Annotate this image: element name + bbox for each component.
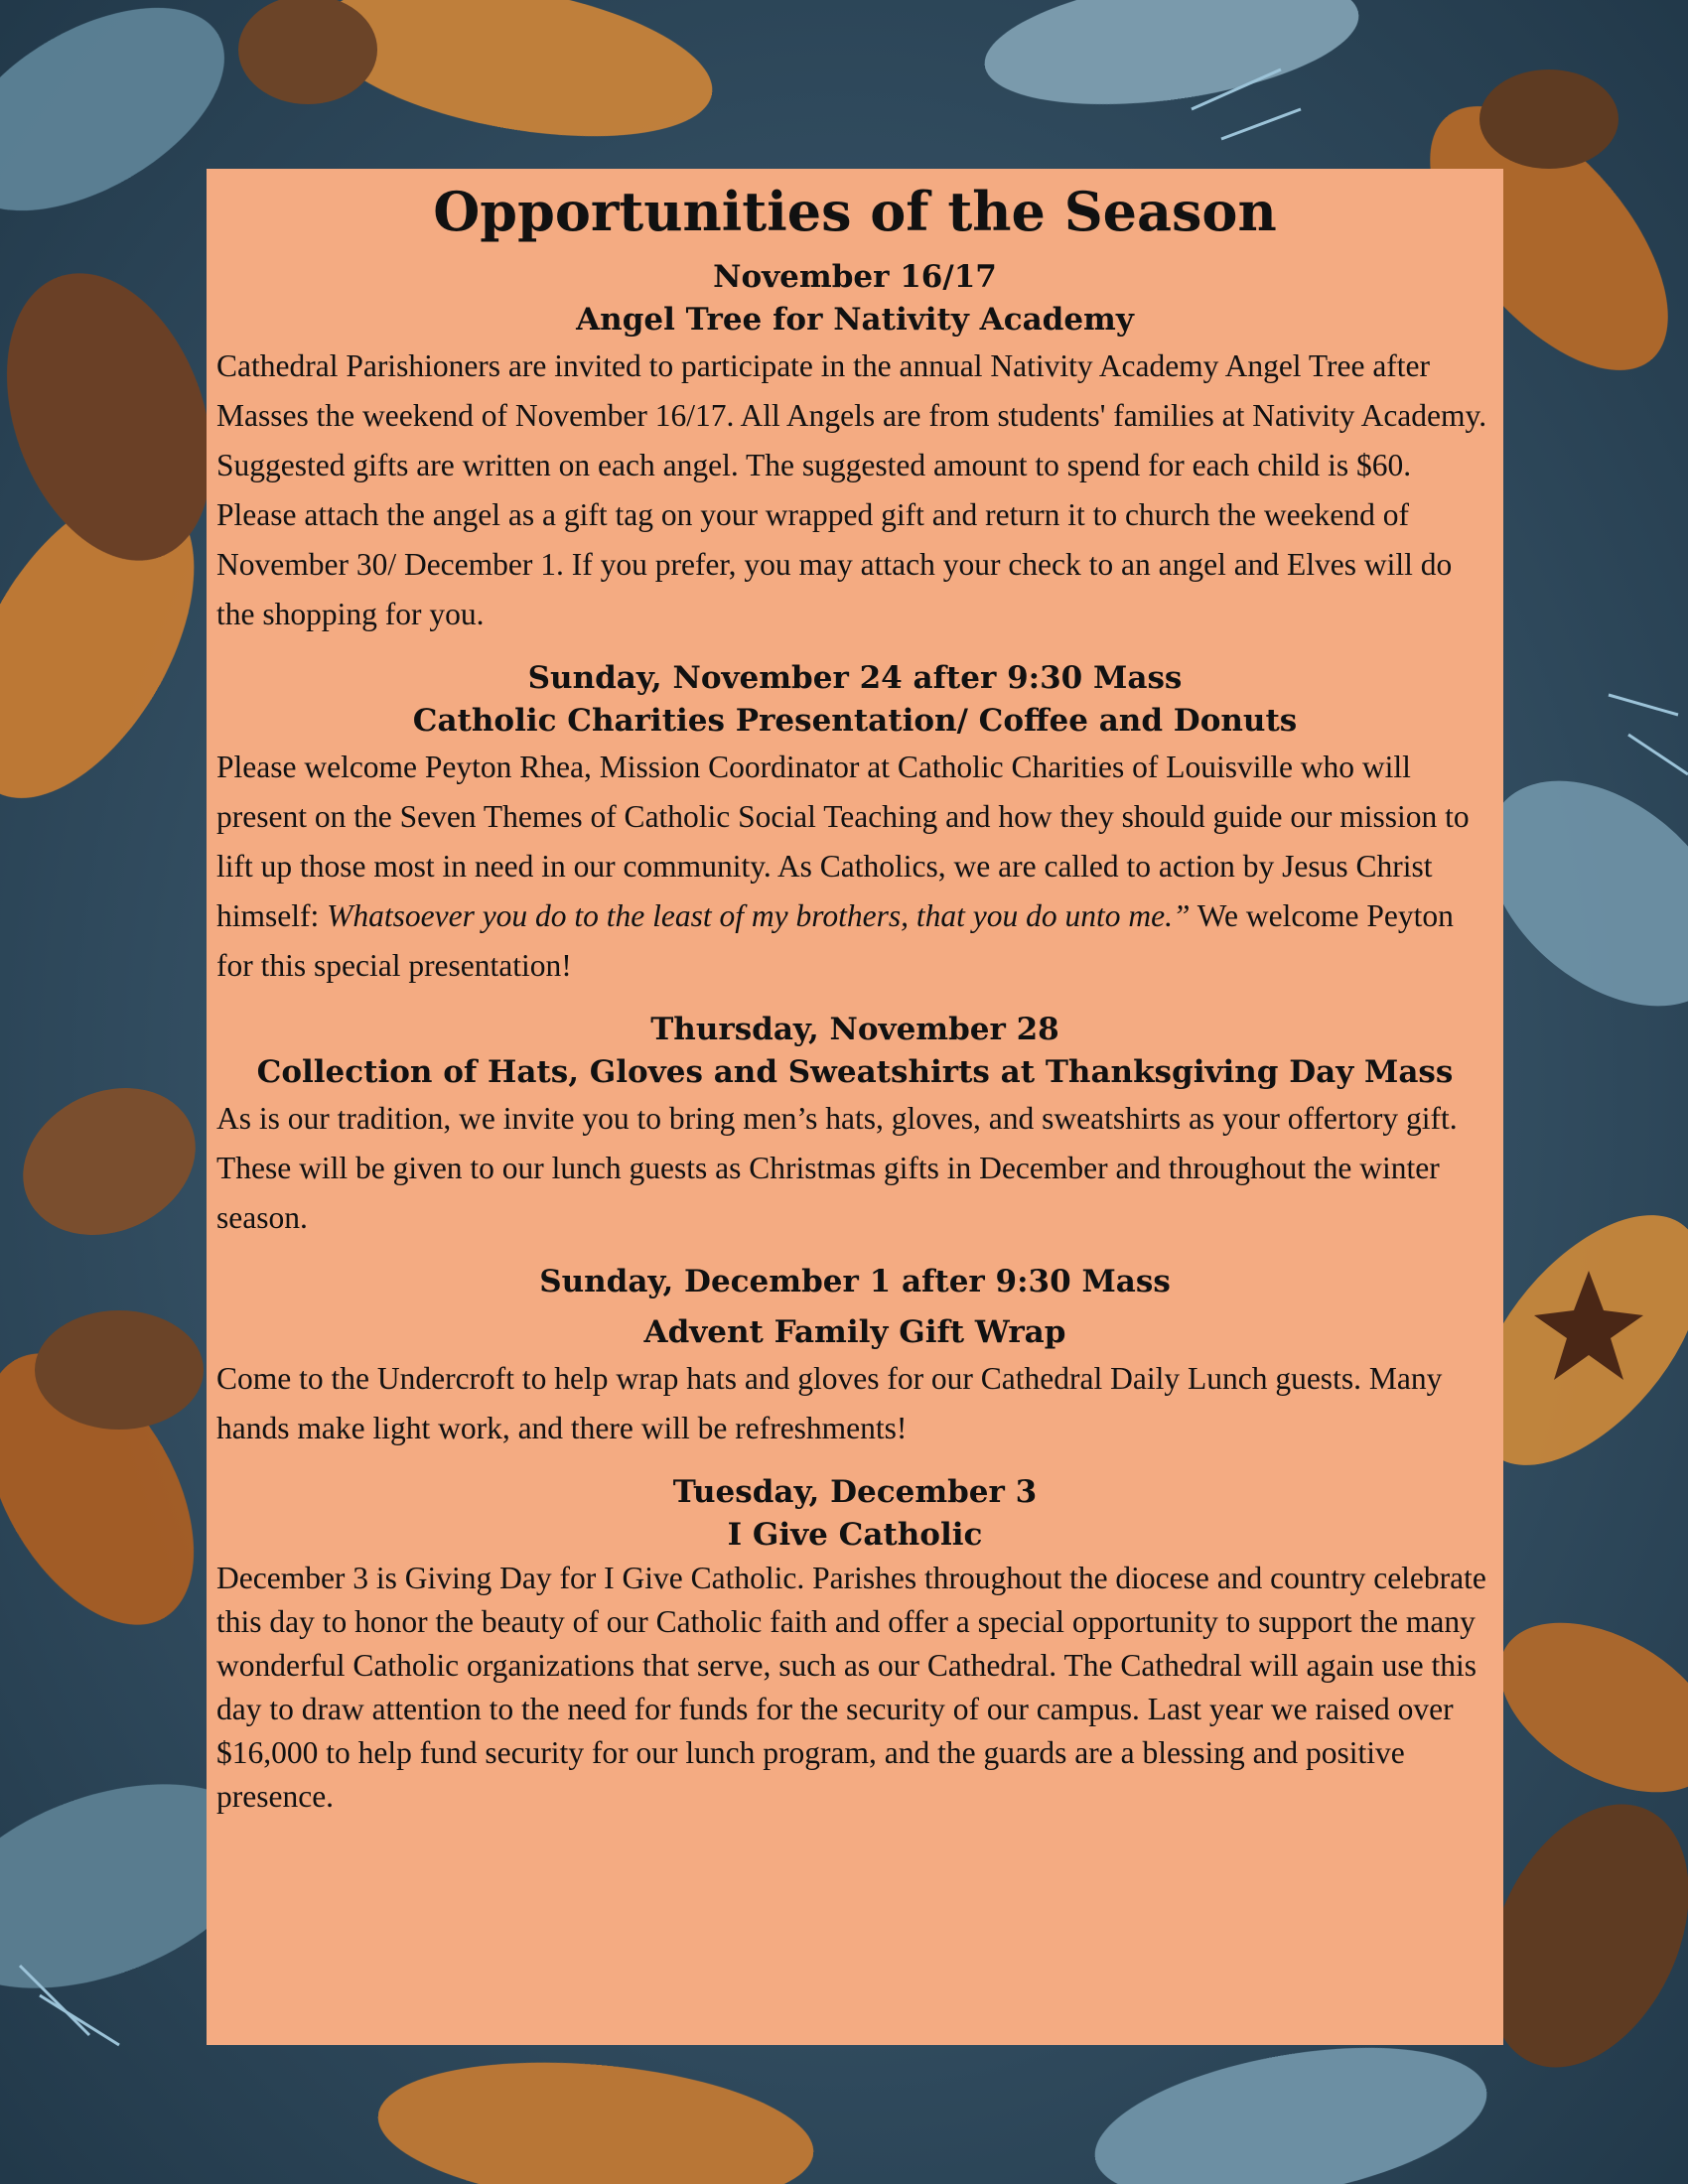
section-date: Sunday, December 1 after 9:30 Mass [539, 1264, 1171, 1300]
body-text: Please welcome Peyton Rhea, Mission Coordinator at Catholic Charities of Louisville who will present on the Seven Themes of Catholic Social Teaching and how they should guide our mission to lift up those most in need in our community. As Catholics, we are called to action by Jesus Christ himself: [216, 750, 1470, 934]
section-i-give-catholic [216, 1471, 1493, 1819]
section-event: I Give Catholic [727, 1517, 983, 1554]
section-body: As is our tradition, we invite you to bring men’s hats, gloves, and sweatshirts as your offertory gift. These will be given to our lunch guests as Christmas gifts in December and throughout the winter season. [216, 1101, 1458, 1236]
section-body: Cathedral Parishioners are invited to participate in the annual Nativity Academy Angel Tree after Masses the weekend of November 16/17. All Angels are from students' families at Nativity Academy. Suggested gifts are written on each angel. The suggested amount to spend for each child is $60. Please attach the angel as a gift tag on your wrapped gift and return it to church the weekend of November 30/ December 1. If you prefer, you may attach your check to an angel and Elves will do the shopping for you. [216, 348, 1487, 632]
section-body: December 3 is Giving Day for I Give Catholic. Parishes throughout the diocese and country celebrate this day to honor the beauty of our Catholic faith and offer a special opportunity to support the many wonderful Catholic organizations that serve, such as our Cathedral. The Cathedral will again use this day to draw attention to the need for funds for the security of our campus. Last year we raised over $16,000 to help fund security for our lunch program, and the guards are a blessing and positive presence. [216, 1561, 1486, 1815]
section-angel-tree [216, 256, 1493, 639]
section-gift-wrap [216, 1261, 1493, 1453]
page-title: Opportunities of the Season [433, 180, 1277, 243]
content-panel [207, 169, 1503, 2045]
section-event: Angel Tree for Nativity Academy [576, 302, 1134, 339]
section-catholic-charities [216, 657, 1493, 991]
section-body [216, 743, 1493, 991]
section-hats-gloves [216, 1009, 1493, 1243]
section-event: Advent Family Gift Wrap [643, 1314, 1066, 1351]
section-date: Tuesday, December 3 [672, 1474, 1038, 1511]
section-event: Catholic Charities Presentation/ Coffee and Donuts [412, 703, 1298, 740]
section-event: Collection of Hats, Gloves and Sweatshirts at Thanksgiving Day Mass [256, 1054, 1454, 1091]
section-date: November 16/17 [713, 259, 997, 296]
section-body: Come to the Undercroft to help wrap hats and gloves for our Cathedral Daily Lunch guests. Many hands make light work, and there will be refreshments! [216, 1361, 1443, 1446]
scripture-quote: Whatsoever you do to the least of my brothers, that you do unto me.” [327, 898, 1191, 934]
section-date: Thursday, November 28 [650, 1012, 1059, 1048]
section-date: Sunday, November 24 after 9:30 Mass [527, 660, 1183, 697]
body-text: We welcome Peyton for this special presentation! [216, 898, 1454, 984]
